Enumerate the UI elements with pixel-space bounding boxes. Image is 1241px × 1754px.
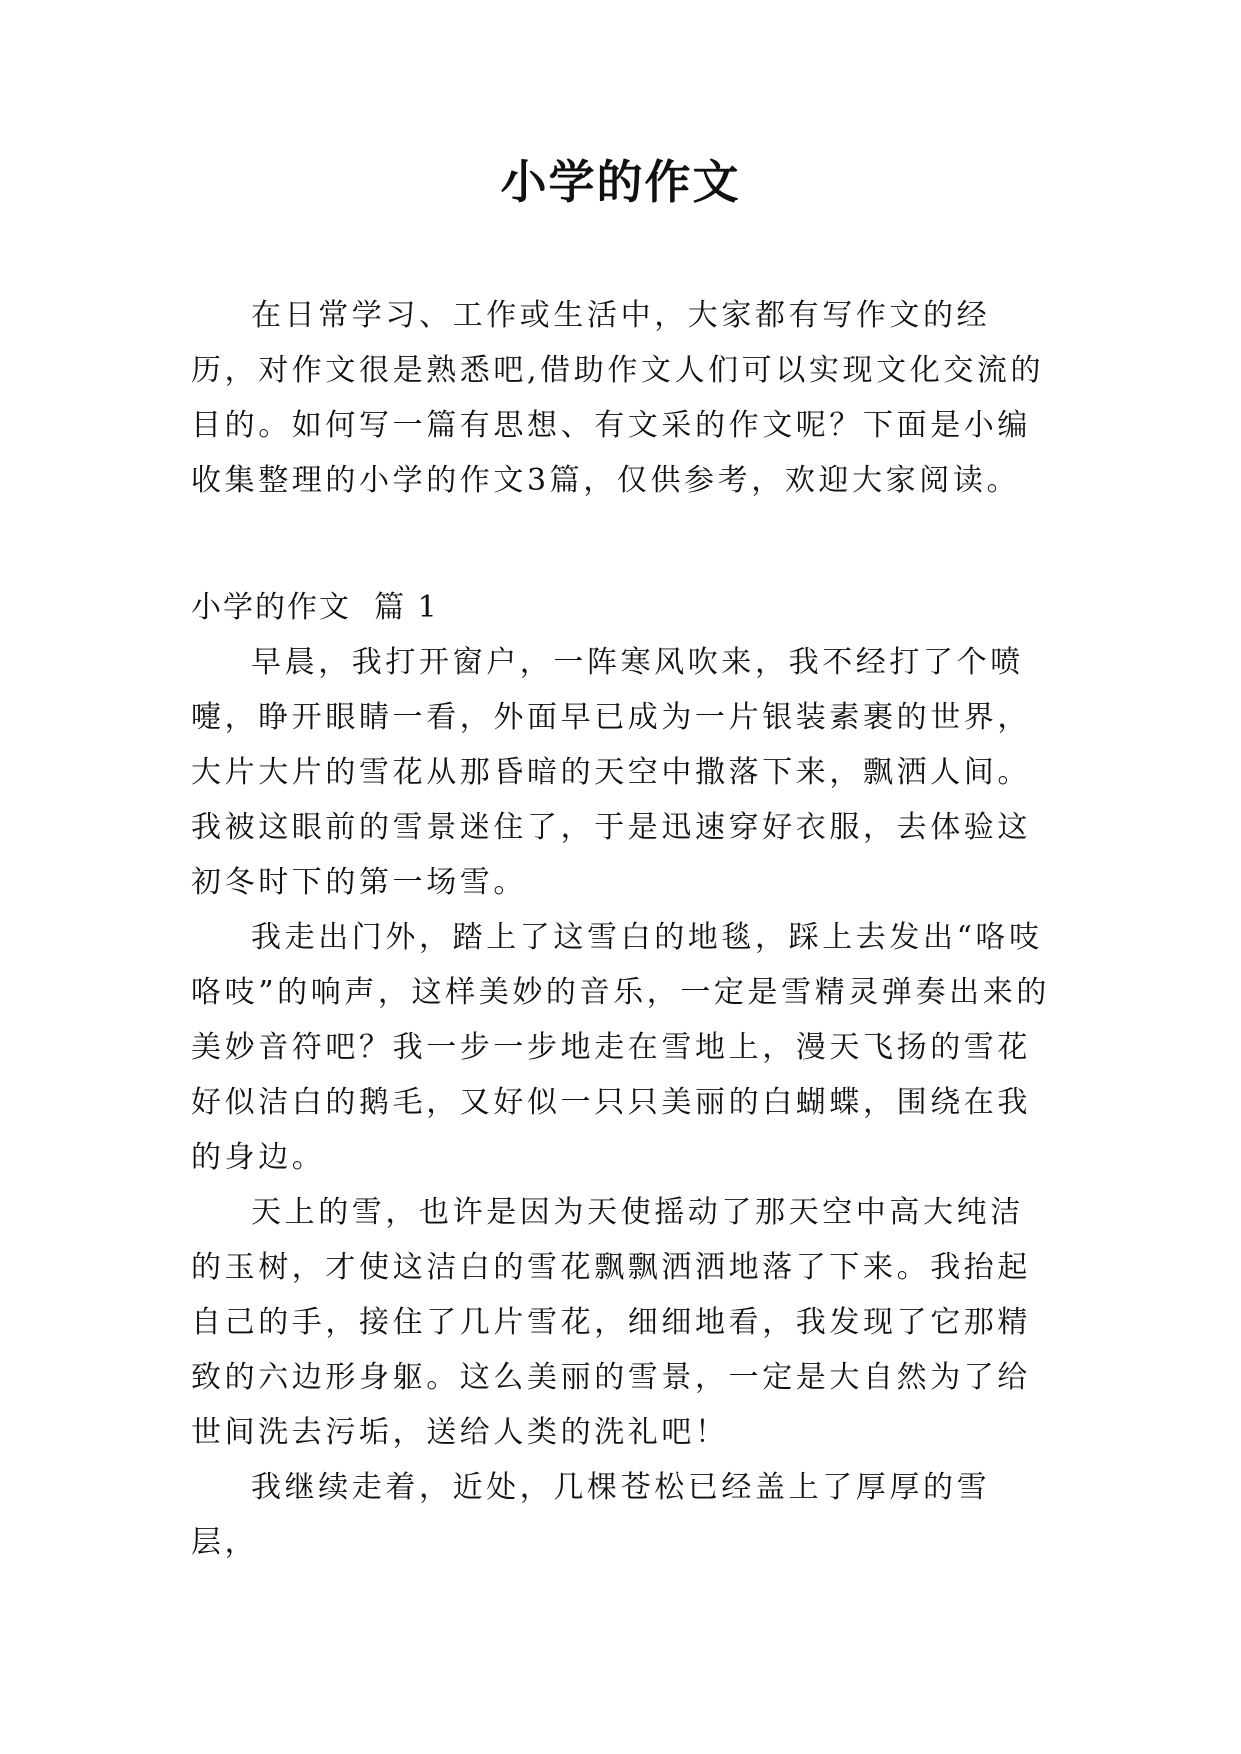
section-heading: 小学的作文 篇 1 bbox=[191, 590, 439, 625]
essay-section-1 bbox=[191, 580, 1051, 1570]
essay-paragraph-2: 我走出门外，踏上了这雪白的地毯，踩上去发出“咯吱咯吱”的响声，这样美妙的音乐，一定是雪精灵弹奏出来的美妙音符吧？我一步一步地走在雪地上，漫天飞扬的雪花好似洁白的鹅毛，又好似一只只美丽的白蝴蝶，围绕在我的身边。 bbox=[191, 920, 1050, 1175]
intro-block bbox=[191, 288, 1051, 508]
intro-paragraph: 在日常学习、工作或生活中，大家都有写作文的经历，对作文很是熟悉吧,借助作文人们可以实现文化交流的目的。如何写一篇有思想、有文采的作文呢？下面是小编收集整理的小学的作文3篇，仅供参考，欢迎大家阅读。 bbox=[191, 298, 1045, 498]
essay-paragraph-1: 早晨，我打开窗户，一阵寒风吹来，我不经打了个喷嚏，睁开眼睛一看，外面早已成为一片银装素裹的世界，大片大片的雪花从那昏暗的天空中撒落下来，飘洒人间。我被这眼前的雪景迷住了，于是迅速穿好衣服，去体验这初冬时下的第一场雪。 bbox=[191, 645, 1031, 900]
document-title: 小学的作文 bbox=[500, 155, 741, 209]
essay-paragraph-3: 天上的雪，也许是因为天使摇动了那天空中高大纯洁的玉树，才使这洁白的雪花飘飘洒洒地落了下来。我抬起自己的手，接住了几片雪花，细细地看，我发现了它那精致的六边形身躯。这么美丽的雪景，一定是大自然为了给世间洗去污垢，送给人类的洗礼吧！ bbox=[191, 1195, 1031, 1450]
essay-paragraph-4: 我继续走着，近处，几棵苍松已经盖上了厚厚的雪层， bbox=[191, 1470, 991, 1560]
